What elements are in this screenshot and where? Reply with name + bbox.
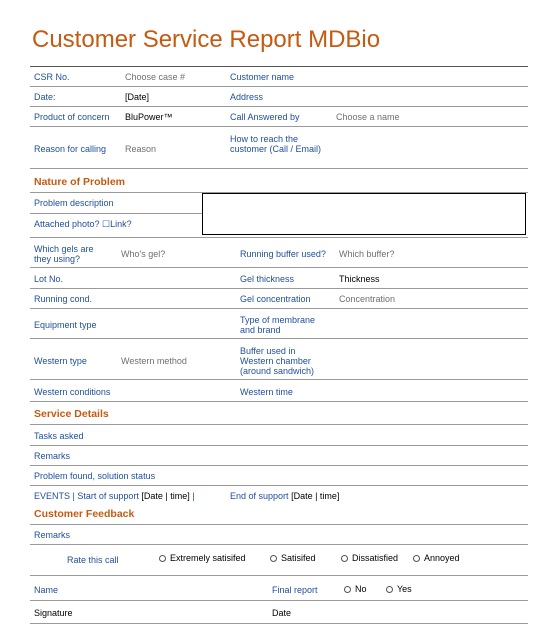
- divider: [30, 66, 528, 67]
- service-remarks-label: Remarks: [34, 451, 71, 461]
- final-report-option-no[interactable]: No: [344, 584, 367, 594]
- problem-found-label: Problem found, solution status: [34, 471, 156, 481]
- section-heading-feedback: Customer Feedback: [34, 508, 135, 520]
- divider: [30, 445, 528, 446]
- events-separator: |: [192, 491, 195, 501]
- date-field[interactable]: [Date]: [125, 92, 150, 102]
- events-row: [34, 491, 195, 501]
- divider: [30, 338, 528, 339]
- end-support-field[interactable]: [Date | time]: [291, 491, 340, 501]
- reason-label: Reason for calling: [34, 144, 107, 154]
- radio-icon: [344, 586, 351, 593]
- running-cond-label: Running cond.: [34, 294, 93, 304]
- signature-date-label: Date: [272, 608, 292, 618]
- divider: [30, 379, 528, 380]
- final-report-label: Final report: [272, 585, 318, 595]
- divider: [30, 623, 528, 624]
- tasks-label: Tasks asked: [34, 431, 84, 441]
- lot-label: Lot No.: [34, 274, 64, 284]
- gels-input[interactable]: Who's gel?: [121, 249, 166, 259]
- western-time-label: Western time: [240, 387, 293, 397]
- product-field[interactable]: BluPower™: [125, 112, 173, 122]
- equipment-label: Equipment type: [34, 320, 97, 330]
- call-answered-input[interactable]: Choose a name: [336, 112, 400, 122]
- western-type-input[interactable]: Western method: [121, 356, 187, 366]
- radio-icon: [341, 555, 348, 562]
- divider: [30, 106, 528, 107]
- divider: [30, 237, 528, 238]
- gel-concentration-input[interactable]: Concentration: [339, 294, 396, 304]
- rate-option-dissatisfied[interactable]: Dissatisfied: [341, 553, 398, 563]
- date-label: Date:: [34, 92, 56, 102]
- western-type-label: Western type: [34, 356, 87, 366]
- rate-option-extremely-satisfied[interactable]: Extremely satisifed: [159, 553, 246, 563]
- end-support-row: [230, 491, 339, 501]
- buffer-label: Running buffer used?: [240, 249, 326, 259]
- divider: [30, 86, 528, 87]
- problem-description-label: Problem description: [34, 198, 114, 208]
- reach-label: How to reach the customer (Call / Email): [230, 134, 322, 154]
- signature-label: Signature: [34, 608, 73, 618]
- events-start-field[interactable]: [Date | time]: [141, 491, 190, 501]
- events-label: EVENTS | Start of support: [34, 491, 139, 501]
- product-label: Product of concern: [34, 112, 110, 122]
- divider: [30, 524, 528, 525]
- end-support-label: End of support: [230, 491, 289, 501]
- western-buffer-label: Buffer used in Western chamber (around sandwich): [240, 346, 315, 376]
- divider: [30, 267, 528, 268]
- name-label: Name: [34, 585, 59, 595]
- gels-label: Which gels are they using?: [34, 244, 94, 264]
- radio-icon: [413, 555, 420, 562]
- csr-label: CSR No.: [34, 72, 70, 82]
- address-label: Address: [230, 92, 264, 102]
- call-answered-label: Call Answered by: [230, 112, 300, 122]
- divider: [30, 544, 528, 545]
- attached-photo-label[interactable]: Attached photo? ☐Link?: [34, 219, 132, 229]
- divider: [30, 575, 528, 576]
- divider: [30, 485, 528, 486]
- membrane-label: Type of membrane and brand: [240, 315, 316, 335]
- divider: [30, 600, 528, 601]
- rate-option-satisfied[interactable]: Satisifed: [270, 553, 316, 563]
- radio-icon: [386, 586, 393, 593]
- divider: [30, 168, 528, 169]
- gel-thickness-label: Gel thickness: [240, 274, 295, 284]
- divider: [30, 401, 528, 402]
- divider: [30, 213, 202, 214]
- divider: [30, 465, 528, 466]
- feedback-remarks-label: Remarks: [34, 530, 71, 540]
- divider: [30, 308, 528, 309]
- divider: [30, 288, 528, 289]
- radio-icon: [270, 555, 277, 562]
- section-heading-nature: Nature of Problem: [34, 176, 126, 188]
- rate-option-annoyed[interactable]: Annoyed: [413, 553, 460, 563]
- buffer-input[interactable]: Which buffer?: [339, 249, 395, 259]
- page-title: Customer Service Report MDBio: [32, 26, 381, 53]
- rate-label: Rate this call: [67, 555, 119, 565]
- final-report-option-yes[interactable]: Yes: [386, 584, 412, 594]
- csr-input[interactable]: Choose case #: [125, 72, 186, 82]
- divider: [30, 126, 528, 127]
- divider: [30, 424, 528, 425]
- radio-icon: [159, 555, 166, 562]
- problem-description-textbox[interactable]: [202, 193, 526, 235]
- section-heading-service: Service Details: [34, 408, 109, 420]
- customer-name-label: Customer name: [230, 72, 295, 82]
- reason-input[interactable]: Reason: [125, 144, 157, 154]
- western-conditions-label: Western conditions: [34, 387, 111, 397]
- gel-concentration-label: Gel concentration: [240, 294, 311, 304]
- gel-thickness-field[interactable]: Thickness: [339, 274, 380, 284]
